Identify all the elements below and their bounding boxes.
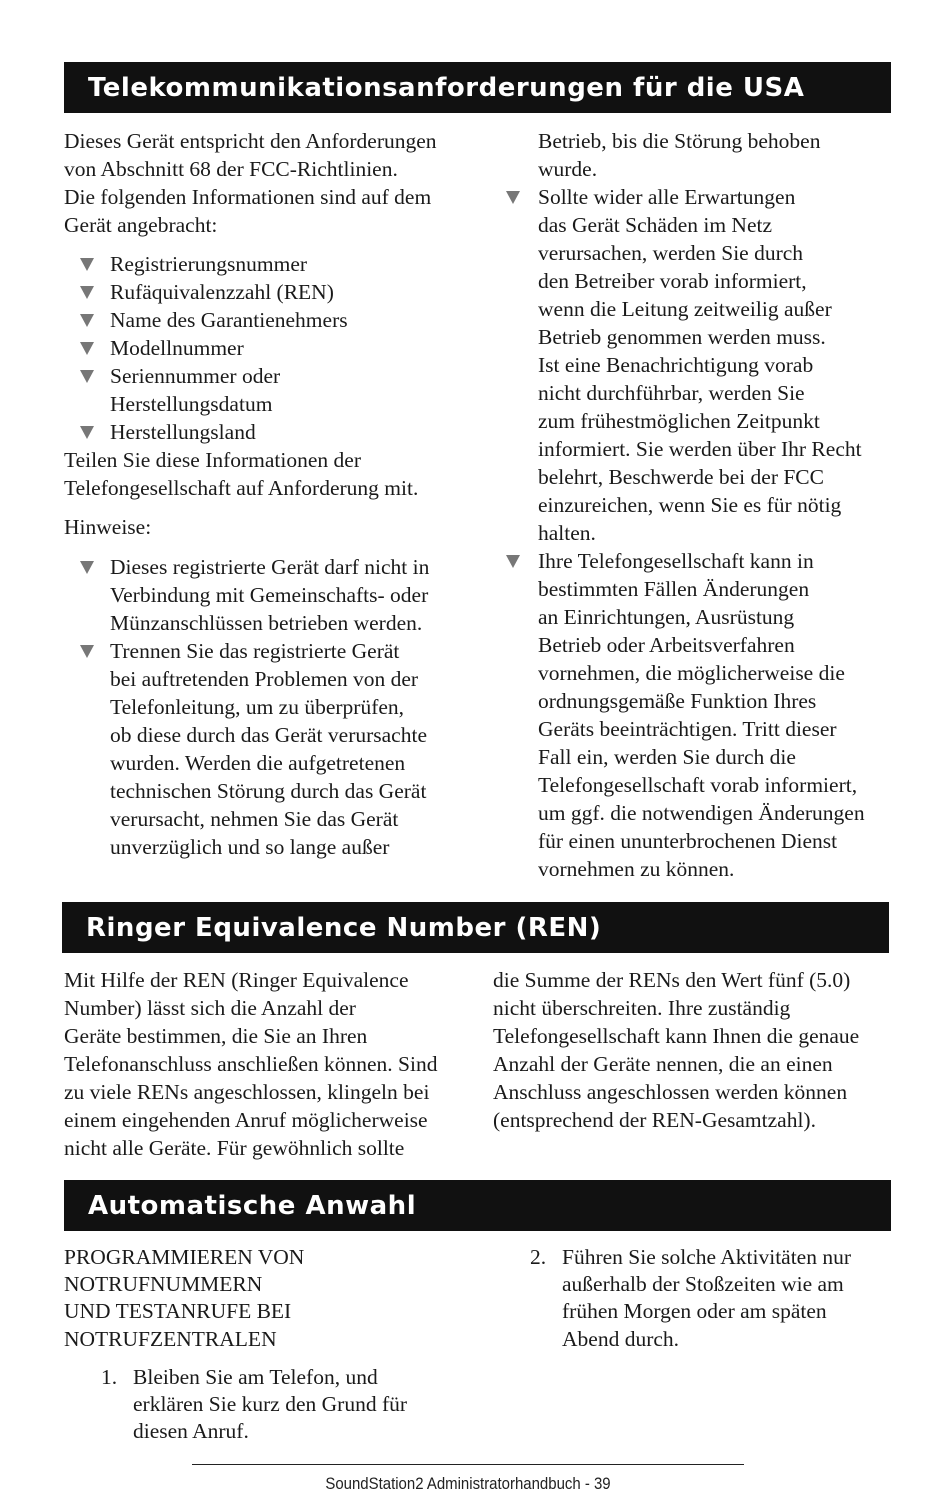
section-title-usa [64, 62, 891, 113]
notes-list-left [64, 553, 484, 861]
text-line: für einen ununterbrochenen Dienst [538, 829, 838, 853]
text-line: wurden. Werden die aufgetretenen [110, 751, 406, 775]
text-line: Telefongesellschaft kann Ihnen die genaue [493, 1024, 860, 1048]
text-line: Mit Hilfe der REN (Ringer Equivalence [64, 968, 409, 992]
section-title-ren [62, 902, 889, 953]
section-title-ren-text: Ringer Equivalence Number (REN) [86, 912, 602, 943]
text-line: das Gerät Schäden im Netz [538, 213, 773, 237]
text-line: Dieses Gerät entspricht den Anforderungen [64, 129, 437, 153]
dial-right-column [530, 1244, 910, 1353]
text-line: verursachen, werden Sie durch [538, 241, 804, 265]
usa-right-continuation [506, 127, 906, 183]
text-line: Fall ein, werden Sie durch die [538, 745, 796, 769]
footer-divider [192, 1464, 744, 1465]
list-item [506, 183, 906, 547]
step-number: 2. [530, 1245, 547, 1269]
text-line: Geräts beeinträchtigen. Tritt dieser [538, 717, 837, 741]
triangle-bullet-icon [506, 191, 520, 204]
text-line: vornehmen, die möglicherweise die [538, 661, 845, 685]
text-line: ob diese durch das Gerät verursachte [110, 723, 427, 747]
text-line: Telefonleitung, um zu überprüfen, [110, 695, 405, 719]
text-line: Ihre Telefongesellschaft kann in [538, 549, 814, 573]
text-line: NOTRUFNUMMERN [64, 1272, 263, 1297]
text-line: diesen Anruf. [133, 1419, 249, 1444]
usa-intro [64, 127, 484, 239]
usa-left-column [64, 127, 484, 861]
text-line: nicht überschreiten. Ihre zuständig [493, 996, 791, 1020]
text-line: nicht durchführbar, werden Sie [538, 381, 805, 405]
text-line: Verbindung mit Gemeinschafts- oder [110, 583, 429, 607]
list-item [64, 362, 484, 418]
text-line: verursacht, nehmen Sie das Gerät [110, 807, 399, 831]
text-line: Münzanschlüssen betrieben werden. [110, 611, 423, 635]
text-line: Herstellungsland [110, 420, 256, 444]
text-line: bei auftretenden Problemen von der [110, 667, 419, 691]
text-line: Herstellungsdatum [110, 392, 273, 416]
text-line: Number) lässt sich die Anzahl der [64, 996, 356, 1020]
triangle-bullet-icon [80, 342, 94, 355]
text-line: frühen Morgen oder am späten [562, 1299, 827, 1324]
ren-right-text [493, 966, 913, 1134]
text-line: Telefonanschluss anschließen können. Sind [64, 1052, 438, 1076]
list-item [64, 306, 484, 334]
ren-right-column [493, 966, 913, 1134]
step-number: 1. [101, 1364, 118, 1389]
triangle-bullet-icon [80, 286, 94, 299]
text-line: Telefongesellschaft auf Anforderung mit. [64, 476, 419, 500]
list-item [64, 637, 484, 861]
text-line: UND TESTANRUFE BEI [64, 1299, 292, 1324]
section-title-dial [64, 1180, 891, 1231]
text-line: von Abschnitt 68 der FCC-Richtlinien. [64, 157, 398, 181]
text-line: Dieses registrierte Gerät darf nicht in [110, 555, 430, 579]
list-item [64, 334, 484, 362]
list-item [506, 547, 906, 883]
text-line: Betrieb oder Arbeitsverfahren [538, 633, 795, 657]
text-line: Betrieb genommen werden muss. [538, 325, 826, 349]
text-line: außerhalb der Stoßzeiten wie am [562, 1272, 844, 1297]
text-line: den Betreiber vorab informiert, [538, 269, 807, 293]
text-line: Teilen Sie diese Informationen der [64, 448, 362, 472]
triangle-bullet-icon [80, 561, 94, 574]
text-line: Anschluss angeschlossen werden können [493, 1080, 848, 1104]
triangle-bullet-icon [80, 426, 94, 439]
list-item [64, 553, 484, 637]
usa-share [64, 446, 484, 502]
text-line: Name des Garantienehmers [110, 308, 348, 332]
text-line: einem eingehenden Anruf möglicherweise [64, 1108, 428, 1132]
text-line: ordnungsgemäße Funktion Ihres [538, 689, 817, 713]
text-line: um ggf. die notwendigen Änderungen [538, 801, 865, 825]
text-line: zum frühestmöglichen Zeitpunkt [538, 409, 820, 433]
text-line: Registrierungsnummer [110, 252, 308, 276]
list-item [64, 278, 484, 306]
text-line: Sollte wider alle Erwartungen [538, 185, 796, 209]
triangle-bullet-icon [80, 314, 94, 327]
text-line: wurde. [538, 157, 598, 181]
dial-step-1 [101, 1364, 484, 1446]
text-line: Seriennummer oder [110, 364, 281, 388]
text-line: Die folgenden Informationen sind auf dem [64, 185, 432, 209]
text-line: an Einrichtungen, Ausrüstung [538, 605, 795, 629]
dial-step-2 [530, 1244, 910, 1353]
text-line: PROGRAMMIEREN VON [64, 1245, 305, 1269]
text-line: Bleiben Sie am Telefon, und [133, 1364, 378, 1389]
text-line: erklären Sie kurz den Grund für [133, 1392, 408, 1417]
text-line: bestimmten Fällen Änderungen [538, 577, 810, 601]
triangle-bullet-icon [80, 370, 94, 383]
info-list [64, 250, 484, 446]
text-line: NOTRUFZENTRALEN [64, 1326, 277, 1351]
triangle-bullet-icon [80, 645, 94, 658]
text-line: Trennen Sie das registrierte Gerät [110, 639, 400, 663]
text-line: einzureichen, wenn Sie es für nötig [538, 493, 842, 517]
text-line: Modellnummer [110, 336, 244, 360]
text-line: Ist eine Benachrichtigung vorab [538, 353, 814, 377]
list-item [64, 418, 484, 446]
page-footer: SoundStation2 Administratorhandbuch - 39 [325, 1474, 611, 1493]
text-line: Abend durch. [562, 1326, 680, 1351]
text-line: vornehmen zu können. [538, 857, 735, 881]
numbered-step [530, 1244, 910, 1353]
ren-left-column [64, 966, 484, 1162]
dial-left-column [64, 1244, 484, 1445]
section-title-usa-text: Telekommunikationsanforderungen für die USA [88, 72, 805, 103]
notes-list-right [506, 183, 906, 883]
section-title-dial-text: Automatische Anwahl [88, 1190, 417, 1221]
text-line: Gerät angebracht: [64, 213, 218, 237]
ren-left-text [64, 966, 484, 1162]
text-line: wenn die Leitung zeitweilig außer [538, 297, 832, 321]
usa-right-column [506, 127, 906, 883]
list-item [64, 250, 484, 278]
text-line: Führen Sie solche Aktivitäten nur [562, 1245, 852, 1269]
triangle-bullet-icon [506, 555, 520, 568]
text-line: informiert. Sie werden über Ihr Recht [538, 437, 862, 461]
notes-label: Hinweise: [64, 515, 152, 539]
text-line: Anzahl der Geräte nennen, die an einen [493, 1052, 833, 1076]
text-line: die Summe der RENs den Wert fünf (5.0) [493, 968, 851, 992]
triangle-bullet-icon [80, 258, 94, 271]
text-line: nicht alle Geräte. Für gewöhnlich sollte [64, 1136, 405, 1160]
dial-heading [64, 1244, 484, 1353]
text-line: Geräte bestimmen, die Sie an Ihren [64, 1024, 368, 1048]
text-line: (entsprechend der REN-Gesamtzahl). [493, 1108, 816, 1132]
text-line: zu viele RENs angeschlossen, klingeln bei [64, 1080, 430, 1104]
text-line: halten. [538, 521, 596, 545]
text-line: unverzüglich und so lange außer [110, 835, 390, 859]
text-line: Betrieb, bis die Störung behoben [538, 129, 821, 153]
text-line: Telefongesellschaft vorab informiert, [538, 773, 858, 797]
text-line: Rufäquivalenzzahl (REN) [110, 280, 334, 304]
text-line: belehrt, Beschwerde bei der FCC [538, 465, 824, 489]
numbered-step [101, 1364, 484, 1446]
text-line: technischen Störung durch das Gerät [110, 779, 427, 803]
